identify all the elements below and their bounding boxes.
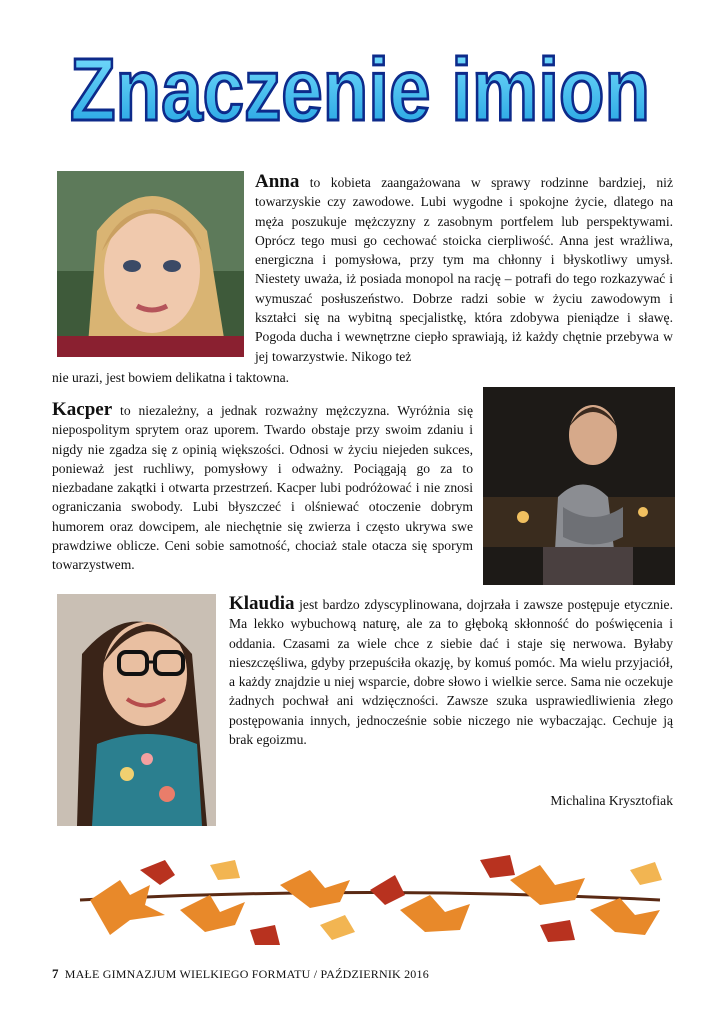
- profile-anna-tail: [52, 368, 673, 387]
- photo-klaudia: [57, 594, 216, 826]
- profile-name: Kacper: [52, 399, 113, 420]
- profile-text: jest bardzo zdyscyplinowana, dojrzała i zawsze postępuje etycznie. Ma lekko wybuchową naturę, ale za to głęboką skłonność do poświęcenia i oddania. Czasami za wiele chce z siebie dać i staje się nerwowa. Byłaby nieszczęśliwa, gdyby przepuściła okazję, by komuś pomóc. Ma wielu przyjaciół, a każdy znajdzie u niej wsparcie, dobre słowo i wielkie serce. Sama nie oczekuje żadnych pochwał ani wdzięczności. Zawsze szuka usprawiedliwienia złego postępowania innych, jednocześnie sobie niczego nie wybaczając. Cechuje ją brak egoizmu.: [229, 597, 673, 748]
- photo-anna: [57, 171, 244, 357]
- profile-text-tail: nie urazi, jest bowiem delikatna i taktowna.: [52, 370, 290, 385]
- page-number: 7: [52, 966, 59, 981]
- wordart-title: [60, 40, 660, 140]
- profile-text: to niezależny, a jednak rozważny mężczyzna. Wyróżnia się niepospolitym sprytem oraz uporem. Twardo obstaje przy swoim zdaniu i nigdy nie zgadza się z opinią większości. Odnosi w życiu niejeden sukces, ponieważ jest ruchliwy, pomysłowy i odważny. Pociągają go za to niezbadane zakątki i otwarta przestrzeń. Kacper lubi podróżować i nie znosi ograniczania swobody. Lubi błyszczeć i olśniewać otoczenie dobrym humorem oraz dowcipem, ale niechętnie się zwierza i często ukrywa swe prawdziwe oblicze. Ceni sobie samotność, chociaż stale otacza się sporym towarzystwem.: [52, 403, 473, 573]
- page-footer: [52, 966, 429, 982]
- page-title: [60, 40, 660, 140]
- profile-name: Anna: [255, 171, 300, 192]
- title-text: Znaczenie imion: [70, 40, 650, 139]
- author-signature: Michalina Krysztofiak: [550, 793, 673, 808]
- profile-anna: [255, 172, 673, 366]
- profile-kacper: [52, 400, 473, 575]
- profile-text: to kobieta zaangażowana w sprawy rodzinne bardziej, niż towarzyskie czy zawodowe. Lubi wygodne i spokojne życie, dlatego na męża poszukuje mężczyzny z zasobnym portfelem lub perspektywami. Oprócz tego musi go cechować stoicka cierpliwość. Anna jest wrażliwa, energiczna i pomysłowa, przy tym ma chłonny i błyskotliwy umysł. Niestety uważa, iż posiada monopol na rację – potrafi do tego rozkazywać i wymuszać posłuszeństwo. Dobrze radzi sobie w życiu zawodowym i kształci się na wybitną specjalistkę, która zdobywa pieniądze i sławę. Pogoda ducha i wewnętrzne ciepło sprawiają, iż każdy chętnie przebywa w jej towarzystwie. Nikogo też: [255, 175, 673, 364]
- autumn-leaves-ornament: [70, 840, 670, 960]
- profile-name: Klaudia: [229, 593, 295, 614]
- profile-klaudia: [229, 594, 673, 749]
- photo-kacper: [483, 387, 675, 585]
- footer-text: MAŁE GIMNAZJUM WIELKIEGO FORMATU / PAŹDZIERNIK 2016: [64, 967, 429, 981]
